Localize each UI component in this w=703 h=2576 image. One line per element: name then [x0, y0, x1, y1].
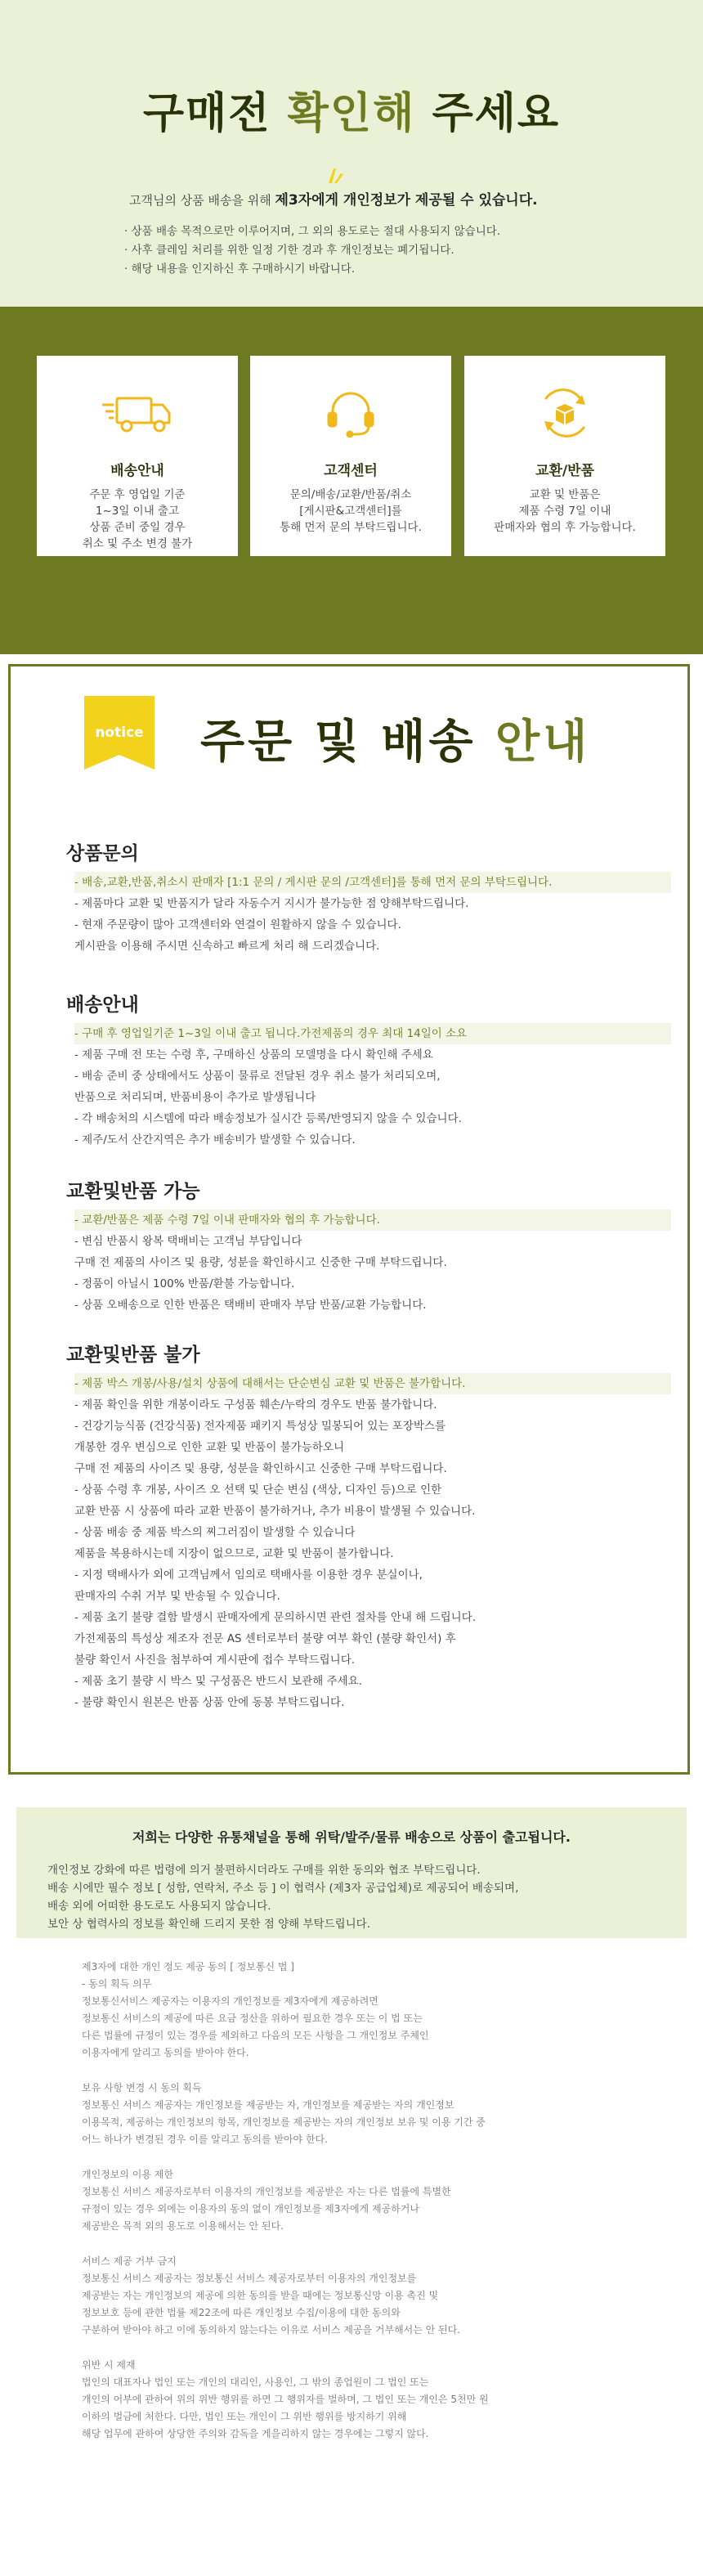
notice-title	[200, 706, 590, 771]
info-cards-section	[0, 307, 703, 654]
lead-plain: 고객님의 상품 배송을 위해	[129, 193, 275, 208]
card-title: 교환/반품	[535, 463, 594, 479]
notice-tag	[84, 696, 154, 770]
section-exchange-possible	[66, 1176, 671, 1316]
intro-bullet: · 상품 배송 목적으로만 이루어지며, 그 외의 용도로는 절대 사용되지 않습니다.	[124, 222, 500, 241]
delivery-truck-icon	[37, 388, 238, 438]
consent-heading: 저희는 다양한 유통채널을 통해 위탁/발주/물류 배송으로 상품이 출고됩니다.	[132, 1829, 571, 1845]
notice-box	[8, 664, 690, 1775]
legal-block: 서비스 제공 거부 금지 정보통신 서비스 제공자는 정보통신 서비스 제공자로부터 이용자의 개인정보를 제공받는 자는 개인정보의 제공에 의한 동의를 받을 때에는 정보통신망 이용 촉진 및 정보보호 등에 관한 법률 제22조에 따른 개인정보 수집/이용에 대한 동의와 구분하여 받아야 하고 이에 동의하지 않는다는 이유로 서비스 제공을 거부해서는 안 된다.	[82, 2255, 461, 2336]
section-item: - 배송,교환,반품,취소시 판매자 [1:1 문의 / 게시판 문의 /고객센터]를 통해 먼저 문의 부탁드립니다.	[74, 872, 671, 893]
consent-box	[16, 1807, 687, 1938]
section-delivery-info	[66, 990, 671, 1151]
legal-block: 제3자에 대한 개인 정도 제공 동의 [ 정보통신 법 ] - 동의 획득 의무 정보통신서비스 제공자는 이용자의 개인정보를 제3자에게 제공하려면 정보통신 서비스의 제공에 따른 요금 정산을 위하여 필요한 경우 또는 이 법 또는 다른 법률에 규정이 있는 경우를 제외하고 다음의 모든 사항을 그 개인정보 주체인 이용자에게 알리고 동의를 받아야 한다.	[82, 1961, 429, 2058]
card-desc: 주문 후 영업일 기준 1~3일 이내 출고 상품 준비 중일 경우 취소 및 주소 변경 불가	[82, 488, 193, 550]
consent-body: 개인정보 강화에 따른 법령에 의거 불편하시더라도 구매를 위한 동의와 협조 부탁드립니다. 배송 시에만 필수 정보 [ 성함, 연락처, 주소 등 ] 이 협력사 (제3자 공급업체)로 제공되어 배송되며, 배송 외에 어떠한 용도로도 사용되지 않습니다. 보안 상 협력사의 정보를 확인해 드리지 못한 점 양해 부탁드립니다.	[47, 1864, 519, 1931]
section-item: - 구매 후 영업일기준 1~3일 이내 출고 됩니다.가전제품의 경우 최대 14일이 소요	[74, 1023, 671, 1044]
section-item: - 상품 배송 중 제품 박스의 찌그러짐이 발생할 수 있습니다 제품을 복용하시는데 지장이 없으므로, 교환 및 반품이 불가합니다.	[74, 1526, 394, 1560]
section-item: - 변심 반품시 왕복 택배비는 고객님 부담입니다 구매 전 제품의 사이즈 및 용량, 성분을 확인하시고 신중한 구매 부탁드립니다.	[74, 1235, 447, 1269]
card-title: 고객센터	[324, 463, 378, 479]
card-title: 배송안내	[110, 463, 164, 479]
intro-section	[0, 0, 703, 307]
section-item: - 지정 택배사가 외에 고객님께서 임의로 택배사를 이용한 경우 분실이나, 판매자의 수취 거부 및 반송될 수 있습니다.	[74, 1568, 423, 1603]
page-title	[0, 79, 703, 140]
title-part-1: 구매전	[142, 89, 288, 138]
section-item: - 제품 구매 전 또는 수령 후, 구매하신 상품의 모델명을 다시 확인해 주세요	[74, 1048, 433, 1061]
intro-bullet: · 해당 내용을 인지하신 후 구매하시기 바랍니다.	[124, 260, 500, 279]
box-return-icon	[464, 388, 665, 438]
section-item: - 각 배송처의 시스템에 따라 배송정보가 실시간 등록/반영되지 않을 수 있습니다.	[74, 1112, 462, 1125]
card-delivery	[37, 356, 238, 556]
section-item: - 상품 오배송으로 인한 반품은 택배비 판매자 부담 반품/교환 가능합니다.	[74, 1299, 427, 1312]
section-title: 상품문의	[66, 838, 139, 865]
section-product-inquiry	[66, 838, 671, 957]
section-item: - 제품 초기 불량 시 박스 및 구성품은 반드시 보관해 주세요.	[74, 1675, 363, 1688]
section-title: 교환및반품 가능	[66, 1176, 200, 1203]
card-support	[250, 356, 451, 556]
spark-icon	[325, 167, 343, 185]
section-title: 배송안내	[66, 990, 139, 1016]
legal-text	[82, 1959, 638, 2461]
section-item: - 불량 확인시 원본은 반품 상품 안에 동봉 부탁드립니다.	[74, 1696, 345, 1709]
section-item: - 정품이 아닐시 100% 반품/환불 가능합니다.	[74, 1277, 295, 1290]
lead-bold: 제3자에게 개인정보가 제공될 수 있습니다.	[275, 192, 538, 209]
section-item: - 제품 확인을 위한 개봉이라도 구성품 훼손/누락의 경우도 반품 불가합니다.	[74, 1398, 437, 1411]
section-item: - 건강기능식품 (건강식품) 전자제품 패키지 특성상 밀봉되어 있는 포장박스를 개봉한 경우 변심으로 인한 교환 및 반품이 불가능하오니 구매 전 제품의 사이즈 및 용량, 성분을 확인하시고 신중한 구매 부탁드립니다.	[74, 1420, 447, 1475]
intro-bullet: · 사후 클레임 처리를 위한 일정 기한 경과 후 개인정보는 폐기됩니다.	[124, 241, 500, 260]
section-exchange-impossible	[66, 1340, 671, 1713]
legal-block: 보유 사항 변경 시 동의 획득 정보통신 서비스 제공자는 개인정보를 제공받는 자, 개인정보를 제공받는 자의 개인정보 이용목적, 제공하는 개인정보의 항목, 개인정보를 제공받는 자의 개인정보 보유 및 이용 기간 중 어느 하나가 변경된 경우 이를 알리고 동의를 받아야 한다.	[82, 2082, 486, 2145]
section-item: - 제품 박스 개봉/사용/설치 상품에 대해서는 단순변심 교환 및 반품은 불가합니다.	[74, 1373, 671, 1394]
notice-title-part-1: 주문 및 배송	[200, 716, 495, 769]
section-item: - 제주/도서 산간지역은 추가 배송비가 발생할 수 있습니다.	[74, 1133, 356, 1147]
section-title: 교환및반품 불가	[66, 1340, 200, 1367]
card-desc: 교환 및 반품은 제품 수령 7일 이내 판매자와 협의 후 가능합니다.	[494, 488, 636, 534]
lead-text	[129, 188, 538, 209]
legal-block: 개인정보의 이용 제한 정보통신 서비스 제공자로부터 이용자의 개인정보를 제공받은 자는 다른 법률에 특별한 규정이 있는 경우 외에는 이용자의 동의 없이 개인정보를 제3자에게 제공하거나 제공받은 목적 외의 용도로 이용해서는 안 된다.	[82, 2169, 451, 2232]
notice-title-part-2: 안내	[495, 716, 591, 769]
card-desc: 문의/배송/교환/반품/취소 [게시판&고객센터]를 통해 먼저 문의 부탁드립니다.	[280, 488, 422, 534]
intro-bullets	[124, 222, 500, 279]
card-exchange	[464, 356, 665, 556]
title-part-2: 확인해	[287, 89, 416, 138]
section-item: - 제품 초기 불량 결함 발생시 판매자에게 문의하시면 관련 절차를 안내 해 드립니다. 가전제품의 특성상 제조자 전문 AS 센터로부터 불량 여부 확인 (불량 확인서) 후 불량 확인서 사진을 첨부하여 게시판에 접수 부탁드립니다.	[74, 1611, 477, 1667]
headset-icon	[250, 388, 451, 438]
section-item: - 배송 준비 중 상태에서도 상품이 물류로 전달된 경우 취소 불가 처리되오며, 반품으로 처리되며, 반품비용이 추가로 발생됩니다	[74, 1070, 441, 1104]
section-item: - 상품 수령 후 개봉, 사이즈 오 선택 및 단순 변심 (색상, 디자인 등)으로 인한 교환 반품 시 상품에 따라 교환 반품이 불가하거나, 추가 비용이 발생될 수 있습니다.	[74, 1483, 476, 1518]
section-item: - 교환/반품은 제품 수령 7일 이내 판매자와 협의 후 가능합니다.	[74, 1209, 671, 1231]
title-part-3: 주세요	[415, 89, 561, 138]
section-item: - 제품마다 교환 및 반품지가 달라 자동수거 지시가 불가능한 점 양해부탁드립니다.	[74, 897, 469, 910]
notice-tag-label: notice	[95, 725, 144, 741]
legal-block: 위반 시 제재 법인의 대표자나 법인 또는 개인의 대리인, 사용인, 그 밖의 종업원이 그 법인 또는 개인의 어부에 관하여 위의 위반 행위를 하면 그 행위자를 벌하며, 그 법인 또는 개인은 5천만 원 이하의 벌금에 처한다. 다만, 법인 또는 개인이 그 위반 행위를 방지하기 위해 해당 업무에 관하여 상당한 주의와 감독을 게을리하지 않는 경우에는 그렇지 않다.	[82, 2359, 489, 2439]
section-item: - 현재 주문량이 많아 고객센터와 연결이 원활하지 않을 수 있습니다. 게시판을 이용해 주시면 신속하고 빠르게 처리 해 드리겠습니다.	[74, 918, 401, 953]
